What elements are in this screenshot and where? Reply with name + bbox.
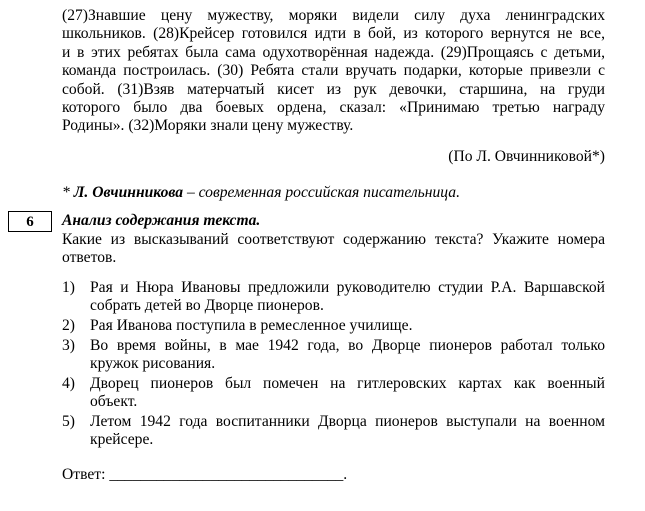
question-line: Какие из высказываний соответствуют содержанию текста? Укажите номера bbox=[62, 231, 605, 248]
footnote-author-name: Л. Овчинникова bbox=[73, 184, 184, 201]
passage-line: (27)Знавшие цену мужеству, моряки видели силу духа ленинградских bbox=[62, 7, 605, 24]
passage-text bbox=[62, 7, 605, 136]
option-number: 5) bbox=[62, 413, 75, 430]
footnote-description: – современная российская писательница. bbox=[186, 184, 460, 201]
passage-attribution: (По Л. Овчинниковой*) bbox=[448, 148, 605, 165]
task-question bbox=[62, 231, 605, 268]
option-number: 2) bbox=[62, 317, 75, 334]
author-footnote bbox=[62, 184, 460, 202]
footnote-marker: * bbox=[62, 184, 70, 201]
option-text-line: Во время войны, в мае 1942 года, во Дворце пионеров работал только bbox=[90, 337, 605, 354]
option-text-line: кружок рисования. bbox=[90, 355, 216, 373]
option-text-line: Дворец пионеров был помечен на гитлеровских картах как военный bbox=[90, 375, 605, 392]
task-title: Анализ содержания текста. bbox=[62, 212, 261, 229]
option-text-line: Летом 1942 года воспитанники Дворца пионеров выступали на военном bbox=[90, 413, 605, 430]
question-line: ответов. bbox=[62, 249, 117, 267]
option-text-line: собрать детей во Дворце пионеров. bbox=[90, 297, 324, 315]
option-number: 4) bbox=[62, 375, 75, 392]
option-text-line: Рая Иванова поступила в ремесленное училище. bbox=[90, 317, 413, 334]
passage-line: Родины». (32)Моряки знали цену мужеству. bbox=[62, 117, 354, 135]
passage-line: команда построилась. (30) Ребята стали вручать подарки, которые привезли с bbox=[62, 62, 605, 80]
passage-line: школьников. (28)Крейсер готовился идти в бой, из которого вернутся не все, bbox=[62, 25, 605, 43]
answer-blank-field[interactable]: ______________________________. bbox=[109, 466, 348, 483]
option-text-line: крейсере. bbox=[90, 431, 154, 449]
answer-label: Ответ: bbox=[62, 466, 106, 483]
task-number-box: 6 bbox=[8, 211, 52, 232]
option-number: 3) bbox=[62, 337, 75, 354]
option-text-line: Рая и Нюра Ивановы предложили руководителю студии Р.А. Варшавской bbox=[90, 279, 605, 296]
passage-line: которого было два боевых ордена, сказал: «Принимаю третью награду bbox=[62, 98, 605, 116]
option-text-line: объект. bbox=[90, 393, 138, 411]
answer-line bbox=[62, 466, 347, 484]
passage-line: и в этих ребятах была сама одухотворённая надежда. (29)Прощаясь с детьми, bbox=[62, 43, 605, 61]
passage-line: собой. (31)Взяв матерчатый кисет из рук девочки, старшина, на груди bbox=[62, 80, 605, 98]
option-number: 1) bbox=[62, 279, 75, 296]
